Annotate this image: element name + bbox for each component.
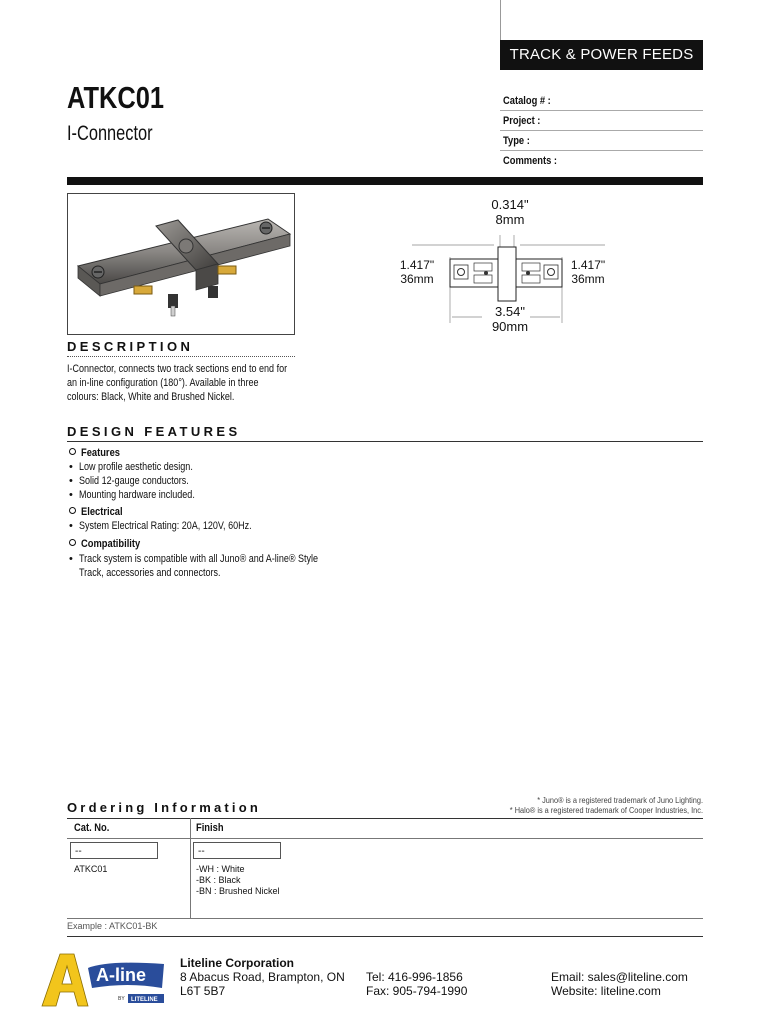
footer-divider <box>67 936 703 937</box>
list-item: • Low profile aesthetic design. <box>69 461 193 473</box>
bullet-circle-icon <box>69 539 76 546</box>
category-banner: TRACK & POWER FEEDS <box>500 40 703 70</box>
type-field: Type : <box>503 135 530 147</box>
dim-width-mm: 8mm <box>495 212 525 227</box>
finish-option-brushed-nickel: -BN : Brushed Nickel <box>196 886 280 896</box>
description-divider <box>67 356 295 357</box>
trademark-halo: * Halo® is a registered trademark of Cooper Industries, Inc. <box>509 806 703 815</box>
dim-width <box>470 197 550 227</box>
project-field: Project : <box>503 115 541 127</box>
dim-width-in: 0.314" <box>491 197 529 212</box>
page-title: ATKC01 <box>67 80 164 115</box>
cat-no-value: ATKC01 <box>74 864 108 874</box>
ordering-example: Example : ATKC01-BK <box>67 921 158 931</box>
design-features-divider <box>67 441 703 442</box>
company-tel: Tel: 416-996-1856 <box>366 970 463 984</box>
header-divider <box>500 0 501 40</box>
product-photo <box>67 193 295 335</box>
logo-text: A-line <box>96 965 147 985</box>
field-underline <box>500 130 703 131</box>
finish-input[interactable]: -- <box>193 842 281 859</box>
logo-brand-text: LITELINE <box>131 997 158 1003</box>
dim-length-in: 3.54" <box>495 304 525 319</box>
company-address-line-1: 8 Abacus Road, Brampton, ON <box>180 970 345 984</box>
ordering-header-divider <box>67 838 703 839</box>
cat-no-input[interactable]: -- <box>70 842 158 859</box>
compatibility-heading: Compatibility <box>69 538 151 550</box>
dim-left-mm: 36mm <box>400 272 434 286</box>
connector-illustration <box>68 194 294 334</box>
field-underline <box>500 110 703 111</box>
product-subtitle: I-Connector <box>67 122 153 145</box>
finish-option-white: -WH : White <box>196 864 245 874</box>
dim-length-mm: 90mm <box>491 319 529 334</box>
company-name: Liteline Corporation <box>180 956 294 970</box>
company-website[interactable]: Website: liteline.com <box>551 984 661 998</box>
ordering-column-divider <box>190 818 191 918</box>
dim-left <box>392 258 442 286</box>
dim-right <box>563 258 613 286</box>
company-email[interactable]: Email: sales@liteline.com <box>551 970 688 984</box>
header-bar <box>67 177 703 185</box>
cat-no-header: Cat. No. <box>74 822 110 834</box>
list-item: • Solid 12-gauge conductors. <box>69 475 189 487</box>
comments-field: Comments : <box>503 155 558 167</box>
design-features-heading: DESIGN FEATURES <box>67 424 241 439</box>
dim-left-in: 1.417" <box>399 258 435 272</box>
company-address-line-2: L6T 5B7 <box>180 984 226 998</box>
list-item: Track, accessories and connectors. <box>79 567 221 579</box>
electrical-heading: Electrical <box>69 506 130 518</box>
bullet-circle-icon <box>69 507 76 514</box>
logo-by-text: BY <box>118 996 125 1002</box>
ordering-divider <box>67 818 703 819</box>
list-item: • Mounting hardware included. <box>69 489 195 501</box>
description-heading: DESCRIPTION <box>67 339 194 354</box>
finish-option-black: -BK : Black <box>196 875 241 885</box>
catalog-field: Catalog # : <box>503 95 551 107</box>
company-fax: Fax: 905-794-1990 <box>366 984 468 998</box>
bullet-circle-icon <box>69 448 76 455</box>
dim-length <box>470 304 550 334</box>
ordering-heading: Ordering Information <box>67 800 261 815</box>
trademark-juno: * Juno® is a registered trademark of Juno Lighting. <box>537 796 703 805</box>
field-underline <box>500 150 703 151</box>
features-heading: Features <box>69 447 127 459</box>
ordering-bottom-divider <box>67 918 703 919</box>
dim-right-mm: 36mm <box>571 272 605 286</box>
list-item: • System Electrical Rating: 20A, 120V, 60Hz. <box>69 520 252 532</box>
finish-header: Finish <box>196 822 224 834</box>
dim-right-in: 1.417" <box>570 258 606 272</box>
description-text: I-Connector, connects two track sections end to end for an in-line configuration (180°). Available in three colours: Black, White and Brushed Nickel. <box>67 363 288 403</box>
list-item: • Track system is compatible with all Juno® and A-line® Style <box>69 553 319 565</box>
aline-logo <box>38 948 170 1010</box>
